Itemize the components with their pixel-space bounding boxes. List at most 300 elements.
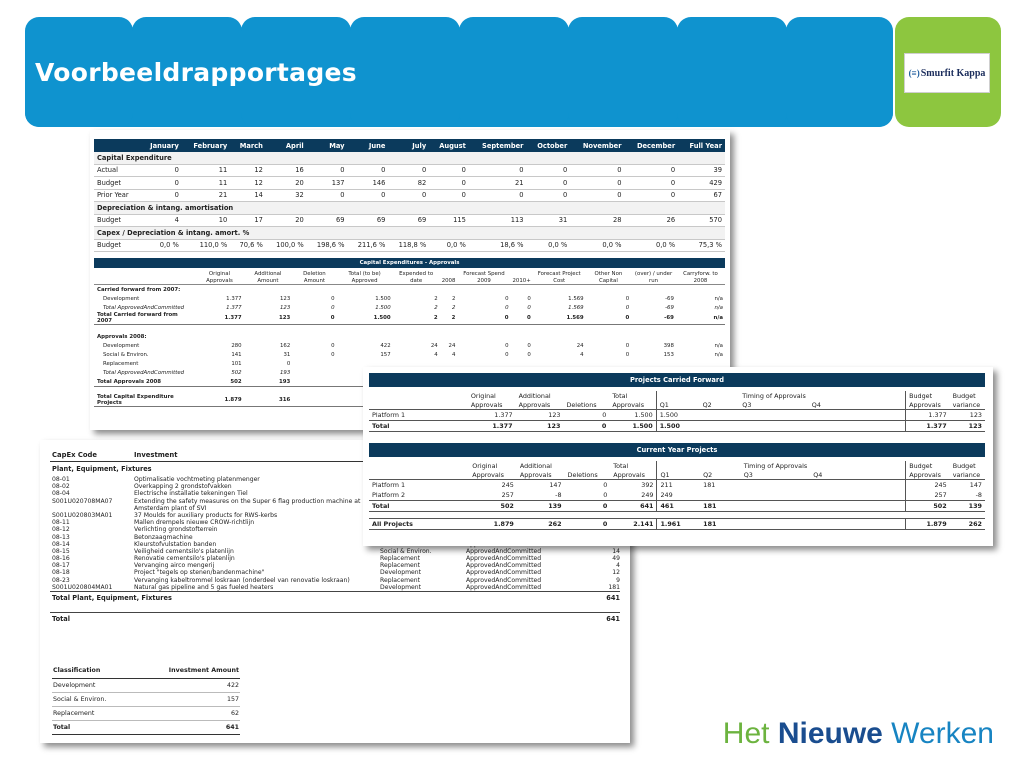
col-header: Approvals — [517, 470, 565, 480]
group-total-label: Total Plant, Equipment, Fixtures — [52, 594, 172, 602]
capex-code: 08-17 — [52, 562, 70, 570]
row-label: Budget — [94, 214, 140, 227]
row-label: Development — [103, 342, 140, 349]
cell: 198,6 % — [307, 239, 348, 252]
investment-desc: Amsterdam plant of SVI — [134, 504, 207, 512]
cell: 1.500 — [375, 295, 391, 302]
cell: 0 — [292, 312, 336, 325]
cell: 0 — [429, 164, 469, 177]
cell: 24 — [576, 342, 584, 349]
col-investment-amount: Investment Amount — [134, 663, 240, 679]
col-header: 2010+ — [511, 268, 533, 285]
col-header: (over) / under run — [631, 268, 676, 285]
cell — [676, 332, 725, 341]
row-label: Total — [369, 421, 468, 432]
cell — [244, 332, 293, 341]
cell: 211 — [657, 480, 700, 491]
section-label: Capex / Depreciation & intang. amort. % — [94, 227, 725, 240]
col-header: Approvals — [610, 470, 657, 480]
cell: 0 — [625, 189, 679, 202]
capex-monthly-table — [94, 139, 725, 252]
col-header: Forecast Project Cost — [533, 268, 586, 285]
row-label: Carried forward from 2007: — [97, 286, 181, 293]
table-row — [369, 501, 985, 512]
table-row — [369, 421, 985, 432]
cell: n/a — [714, 295, 723, 302]
cell: 262 — [950, 519, 985, 530]
cell: 0 — [307, 189, 348, 202]
cell: 0 — [388, 164, 429, 177]
investment-desc: Verlichting grondstofterrein — [134, 526, 218, 534]
cell: n/a — [676, 312, 725, 325]
cell: 4 — [140, 214, 182, 227]
cell: 0 — [331, 342, 335, 349]
capex-code: 08-15 — [52, 547, 70, 555]
investment-desc: Project "tegels op stenen/bandenmachine" — [134, 569, 265, 577]
banner-tab — [350, 17, 460, 127]
col-header: Q2 — [700, 400, 740, 410]
cell: 123 — [516, 421, 564, 432]
col-header — [809, 391, 868, 400]
spacer — [869, 490, 906, 501]
row-label: All Projects — [369, 519, 469, 530]
row-label: Total ApprovedAndCommitted — [103, 369, 185, 376]
col-header: Original — [470, 391, 496, 400]
capex-code: 08-01 — [52, 476, 70, 483]
cell: 0 — [505, 342, 509, 349]
col-header: Approvals — [468, 400, 516, 410]
col-header: Additional Amount — [244, 268, 293, 285]
cell: 0 — [526, 177, 570, 190]
table-row — [369, 490, 985, 501]
status: ApprovedAndCommitted — [466, 569, 542, 577]
banner-tab — [677, 17, 787, 127]
cell: 4 — [580, 351, 584, 358]
table-row — [52, 707, 240, 721]
cell — [586, 325, 632, 333]
cell: 31 — [526, 214, 570, 227]
amount: 181 — [608, 583, 620, 591]
row-label: Approvals 2008: — [97, 333, 147, 340]
capex-code: S001U020803MA01 — [52, 511, 113, 519]
amount: 14 — [612, 547, 620, 555]
cell: 12 — [230, 164, 266, 177]
list-item — [50, 548, 620, 555]
cell: 0 — [331, 351, 335, 358]
banner-tab — [568, 17, 678, 127]
table-row — [94, 202, 725, 215]
col-header: Approvals — [609, 400, 656, 410]
amount: 4 — [616, 562, 620, 570]
capex-code: 08-11 — [52, 519, 70, 527]
cell: 0 — [625, 351, 630, 358]
total-label: Total — [52, 615, 71, 623]
cell — [739, 421, 809, 432]
cell: 181 — [703, 481, 716, 489]
col-header — [868, 400, 905, 410]
cell: 0 — [527, 342, 531, 349]
cell — [244, 285, 293, 295]
cell: 0 — [625, 177, 679, 190]
row-label: Platform 1 — [372, 481, 406, 489]
capex-code: 08-13 — [52, 533, 70, 541]
cell: 1.879 — [195, 394, 243, 407]
col-header: Other Non Capital — [586, 268, 632, 285]
spacer — [869, 501, 906, 512]
col-header: Expended to date — [393, 268, 440, 285]
cell: 0 — [625, 164, 679, 177]
cell: 0 — [603, 491, 608, 499]
cell — [810, 501, 869, 512]
slide-title: Voorbeeldrapportages — [35, 58, 357, 87]
cell: 181 — [700, 519, 741, 530]
cell: -8 — [975, 491, 982, 499]
cell: 123 — [969, 411, 982, 419]
cell: n/a — [714, 304, 723, 311]
cell — [292, 394, 336, 407]
cell — [676, 285, 725, 295]
row-label: Prior Year — [94, 189, 140, 202]
cell: 1.377 — [226, 304, 242, 311]
cell: 32 — [266, 189, 307, 202]
cell: 1.879 — [469, 519, 517, 530]
cell — [700, 410, 740, 421]
col-header — [810, 461, 869, 470]
cell: 113 — [469, 214, 527, 227]
col-header: Budget — [952, 461, 976, 470]
table-row — [369, 480, 985, 491]
cell: 502 — [906, 501, 950, 512]
investment-desc: Betonzaagmachine — [134, 533, 193, 541]
table-row — [94, 303, 725, 312]
group-total-row — [50, 591, 620, 604]
cell: 0 — [469, 189, 527, 202]
col-header: Q3 — [739, 400, 809, 410]
col-header: Approvals — [906, 400, 950, 410]
cell: 20 — [266, 177, 307, 190]
cell: 31 — [283, 351, 291, 358]
cell: 0 — [505, 304, 509, 311]
cell: 1.500 — [609, 421, 656, 432]
cell — [810, 480, 869, 491]
col-header: Q4 — [810, 470, 869, 480]
tagline-part3: Werken — [882, 717, 994, 750]
col-header: August — [429, 139, 469, 152]
cell: 193 — [280, 369, 291, 376]
cell — [533, 332, 586, 341]
amount: 9 — [616, 576, 620, 584]
cell: 429 — [678, 177, 725, 190]
class-amount: 157 — [134, 693, 240, 707]
cell: 0 — [563, 421, 609, 432]
col-header: Deletion Amount — [292, 268, 336, 285]
cell: 0 — [527, 304, 531, 311]
status: ApprovedAndCommitted — [466, 562, 542, 570]
classification: Social & Environ. — [380, 547, 432, 555]
cell — [195, 387, 243, 395]
cell: 211,6 % — [348, 239, 389, 252]
col-header: Budget — [906, 391, 950, 400]
cell — [511, 285, 533, 295]
cell: 21 — [182, 189, 230, 202]
carried-forward-title: Projects Carried Forward — [369, 373, 985, 387]
col-header — [657, 461, 700, 470]
header-row — [369, 461, 985, 470]
row-label — [94, 325, 195, 333]
col-capex-code: CapEx Code — [52, 451, 97, 459]
cell: 257 — [501, 491, 514, 499]
cell: 147 — [549, 481, 562, 489]
cell: 101 — [231, 360, 242, 367]
cell — [586, 332, 632, 341]
investment-desc: Vervanging kabeltrommel loskraan (onderdeel van renovatie loskraan) — [134, 576, 350, 584]
cell — [741, 519, 811, 530]
cell: 262 — [517, 519, 565, 530]
col-header: March — [230, 139, 266, 152]
cell: 139 — [517, 501, 565, 512]
current-year-table — [369, 461, 985, 530]
cell: 1.500 — [337, 312, 393, 325]
col-header: Additional — [519, 461, 552, 470]
table-row — [94, 177, 725, 190]
cell: 0 — [586, 312, 632, 325]
col-header: May — [307, 139, 348, 152]
cell — [292, 368, 336, 377]
table-row — [94, 350, 725, 359]
status: ApprovedAndCommitted — [466, 583, 542, 591]
cell: 245 — [906, 480, 950, 491]
table-row — [94, 164, 725, 177]
cell: 147 — [969, 481, 982, 489]
cell: 502 — [231, 369, 242, 376]
col-header: Budget — [906, 461, 950, 470]
col-header — [868, 391, 905, 400]
cell: 115 — [429, 214, 469, 227]
cell: 123 — [950, 421, 985, 432]
col-header: Forecast Spend 2009 — [457, 268, 510, 285]
cell: 0 — [505, 295, 509, 302]
cell — [292, 359, 336, 368]
row-label: Budget — [94, 177, 140, 190]
col-header: Additional — [518, 391, 551, 400]
table-row — [94, 294, 725, 303]
table-row — [94, 332, 725, 341]
cell: 0,0 % — [570, 239, 624, 252]
cell: 123 — [244, 312, 293, 325]
header-row — [369, 470, 985, 480]
cell: 249 — [657, 490, 700, 501]
col-header — [700, 461, 741, 470]
table-row — [94, 214, 725, 227]
cell: 0 — [526, 189, 570, 202]
investment-desc: Vervanging airco mengerij — [134, 562, 215, 570]
total-value: 641 — [134, 721, 240, 735]
cell: 16 — [266, 164, 307, 177]
cell: 0 — [505, 351, 509, 358]
capex-code: 08-04 — [52, 490, 70, 498]
cell — [741, 501, 811, 512]
row-label: Actual — [94, 164, 140, 177]
table-row — [52, 679, 240, 693]
cell: 0 — [602, 411, 607, 419]
cell — [292, 332, 336, 341]
cell: 0 — [140, 164, 182, 177]
cell — [810, 490, 869, 501]
col-header: Deletions — [563, 400, 609, 410]
cell: 0 — [511, 312, 533, 325]
cell: 1.961 — [657, 519, 700, 530]
col-header: variance — [950, 400, 985, 410]
smurfit-kappa-logo — [904, 53, 990, 93]
cell: 502 — [469, 501, 517, 512]
capex-code: 08-14 — [52, 540, 70, 548]
cell: 0 — [603, 481, 608, 489]
col-header: Approvals — [516, 400, 564, 410]
cell — [440, 325, 458, 333]
row-label: Replacement — [103, 360, 139, 367]
cell — [739, 410, 809, 421]
cell: 14 — [230, 189, 266, 202]
cell: 181 — [700, 501, 741, 512]
row-label: Development — [103, 295, 140, 302]
col-header: Timing of Approvals — [742, 391, 806, 400]
table-row — [94, 189, 725, 202]
cell: 118,8 % — [388, 239, 429, 252]
col-header — [869, 461, 906, 470]
cell: 0 — [457, 312, 510, 325]
col-header: Q2 — [700, 470, 741, 480]
col-header: Q3 — [741, 470, 811, 480]
col-header — [369, 461, 469, 470]
col-header — [94, 139, 140, 152]
cell: 257 — [906, 490, 950, 501]
capex-code — [50, 505, 134, 512]
col-header: Deletions — [565, 470, 611, 480]
investment-desc: Optimalisatie vochtmeting platenmenger — [134, 476, 260, 483]
cell — [809, 421, 868, 432]
class-name: Social & Environ. — [52, 693, 134, 707]
cell: 0 — [527, 295, 531, 302]
cell: 146 — [348, 177, 389, 190]
cell: 123 — [280, 304, 291, 311]
total-row — [50, 612, 620, 625]
cell: 69 — [348, 214, 389, 227]
cell: 137 — [307, 177, 348, 190]
investment-desc: Natural gas pipeline and 5 gas fueled heaters — [134, 583, 274, 591]
cell: 0 — [565, 501, 611, 512]
cell: 641 — [610, 501, 657, 512]
col-header: December — [625, 139, 679, 152]
row-label: Total Capital Expenditure Projects — [94, 394, 195, 407]
cell: 20 — [266, 214, 307, 227]
col-header: November — [570, 139, 624, 152]
col-header — [656, 391, 699, 400]
col-header: October — [526, 139, 570, 152]
cell: 0,0 % — [625, 239, 679, 252]
cell: 0 — [527, 351, 531, 358]
investment-desc: Overkapping 2 grondstofvakken — [134, 483, 232, 491]
table-row — [94, 325, 725, 333]
investment-desc: Kleurstofvulstation banden — [134, 540, 217, 548]
col-header — [700, 391, 740, 400]
cell — [631, 325, 676, 333]
cell — [741, 480, 811, 491]
cell: 24 — [430, 342, 438, 349]
capex-code: 08-18 — [52, 569, 70, 577]
cell — [631, 332, 676, 341]
banner-tab — [459, 17, 569, 127]
table-row — [52, 693, 240, 707]
col-header: Approvals — [469, 470, 517, 480]
group-total-value: 641 — [606, 594, 620, 602]
row-label: Total Carried forward from 2007 — [94, 312, 195, 325]
row-label: Budget — [94, 239, 140, 252]
cell: 28 — [570, 214, 624, 227]
table-row — [94, 227, 725, 240]
cell: 1.500 — [634, 411, 653, 419]
cell: 1.377 — [494, 411, 513, 419]
capex-code: S001U020804MA01 — [52, 583, 113, 591]
cell — [440, 285, 458, 295]
cell: 1.377 — [195, 312, 243, 325]
cell: 0 — [286, 360, 291, 367]
cell: 11 — [182, 177, 230, 190]
cell: 2 — [434, 295, 438, 302]
cell: 0 — [469, 164, 527, 177]
cell: 422 — [380, 342, 391, 349]
col-header — [369, 391, 468, 400]
cell: 1.569 — [568, 304, 584, 311]
cell — [292, 285, 336, 295]
cell: 0 — [388, 189, 429, 202]
col-header: Approvals — [906, 470, 950, 480]
col-header: Total — [612, 391, 628, 400]
col-header: Full Year — [678, 139, 725, 152]
cell: 0 — [348, 189, 389, 202]
cell: 398 — [663, 342, 674, 349]
header-row — [369, 400, 985, 410]
capex-code: 08-02 — [52, 483, 70, 491]
col-classification: Classification — [52, 663, 134, 679]
classification: Replacement — [380, 555, 421, 563]
cell: 392 — [641, 481, 654, 489]
tagline-part2: Nieuwe — [777, 717, 883, 750]
spacer — [868, 410, 905, 421]
cell — [533, 285, 586, 295]
row-label: Social & Environ. — [103, 351, 149, 358]
cell — [810, 519, 869, 530]
col-header — [565, 461, 611, 470]
cell: 110,0 % — [182, 239, 230, 252]
row-label: Platform 2 — [372, 491, 406, 499]
cell: 10 — [182, 214, 230, 227]
cell: 2 — [451, 295, 456, 302]
cell: 1.569 — [533, 312, 586, 325]
cell: 0 — [570, 177, 624, 190]
cell: 1.377 — [468, 421, 516, 432]
status: ApprovedAndCommitted — [466, 547, 542, 555]
cell: 0 — [331, 295, 335, 302]
header-row — [369, 391, 985, 400]
classification: Development — [380, 569, 422, 577]
cell — [457, 332, 510, 341]
status: ApprovedAndCommitted — [466, 576, 542, 584]
cell: 1.500 — [656, 421, 699, 432]
cell: 17 — [230, 214, 266, 227]
col-header: Carryforw. to 2008 — [676, 268, 725, 285]
cell: 1.500 — [656, 410, 699, 421]
capex-code: S001U020708MA07 — [52, 497, 113, 505]
